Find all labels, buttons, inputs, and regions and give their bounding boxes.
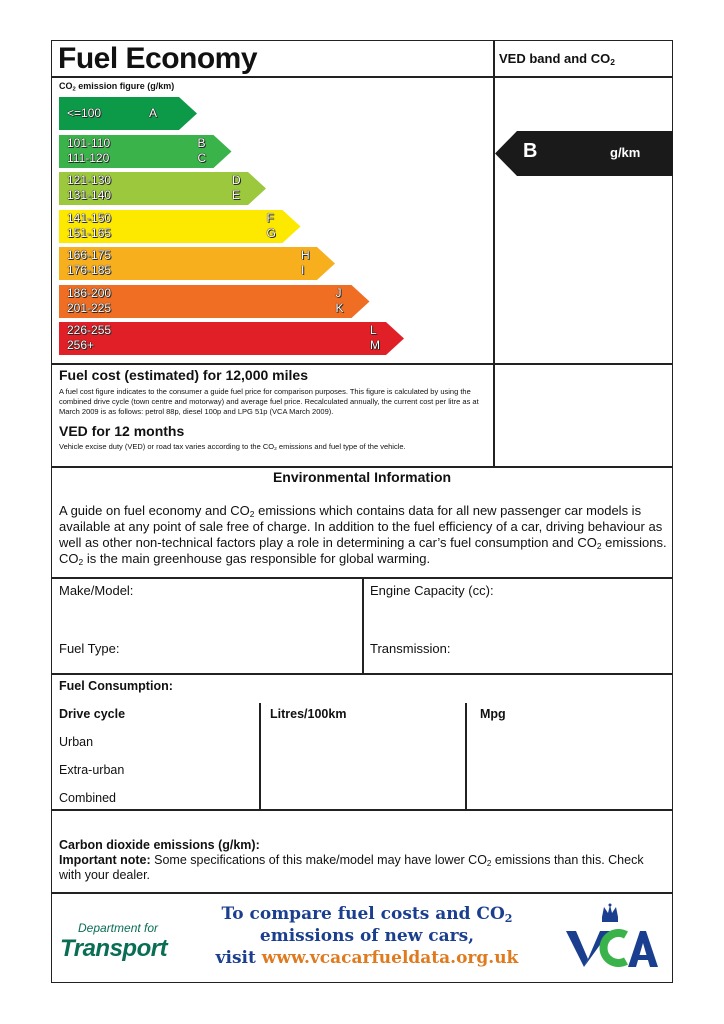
co2-band-jk [59, 285, 370, 318]
environmental-info-text: A guide on fuel economy and $CO_2$ emissions which contains data for all new passenger car models is available at any point of sale free of charge. In addition to the fuel efficiency of a car, driving behaviour as well as other non-technical factors play a role in determining a car’s fuel consumption and $CO_2$ emissions. $CO_2$ is the main greenhouse gas responsible for global warming. [59, 503, 667, 568]
co2-band-lm [59, 322, 404, 355]
fuel-consumption-title: Fuel Consumption: [59, 679, 173, 693]
band-range: 131-140 [67, 188, 112, 202]
band-range: 201-225 [67, 300, 112, 315]
row-extra-urban: Extra-urban [59, 763, 125, 777]
band-range: 111-120 [67, 150, 110, 165]
band-range: <=100 [67, 106, 102, 120]
band-letter: F [266, 210, 274, 225]
fuel-cost-title: Fuel cost (estimated) for 12,000 miles [59, 367, 308, 383]
divider [259, 703, 261, 809]
band-pointer [495, 131, 673, 176]
crown-icon [602, 904, 618, 923]
co2-band-hi [59, 247, 335, 280]
co2-band-a [59, 97, 197, 130]
environmental-info-title: Environmental Information [272, 469, 452, 485]
band-letter: G [266, 225, 276, 240]
band-letter: A [149, 106, 158, 120]
band-range: 186-200 [67, 285, 112, 300]
carbon-title: Carbon dioxide emissions (g/km): [59, 838, 260, 852]
band-letter: D [232, 173, 241, 187]
vca-website-link[interactable]: www.vcacarfueldata.org.uk [261, 948, 519, 968]
divider [52, 466, 672, 468]
band-letter: L [370, 323, 377, 337]
band-range: 256+ [67, 338, 95, 352]
fuel-type-field: Fuel Type: [59, 641, 120, 656]
band-range: 166-175 [67, 248, 112, 262]
band-letter: B [197, 135, 206, 150]
band-letter: K [335, 300, 344, 315]
transmission-field: Transmission: [370, 641, 451, 656]
vca-logo [564, 903, 660, 973]
promo-text: To compare fuel costs and $CO_2$ emissions of new cars, visit www.vcacarfueldata.org.uk [215, 904, 519, 968]
divider [52, 809, 672, 811]
band-letter: J [335, 285, 342, 300]
co2-band-de [59, 172, 266, 205]
ved-12-months-title: VED for 12 months [59, 423, 185, 439]
co2-band-fg [59, 210, 301, 243]
band-range: 101-110 [67, 135, 111, 150]
divider [52, 363, 672, 365]
band-range: 121-130 [67, 173, 112, 187]
band-pointer-letter: B [523, 140, 538, 162]
co2-band-bc [59, 135, 232, 168]
engine-capacity-field: Engine Capacity (cc): [370, 583, 494, 598]
divider [362, 577, 364, 673]
co2-scale-heading: $CO_2$ emission figure (g/km) [59, 81, 175, 93]
divider [493, 41, 495, 466]
page-title: Fuel Economy [58, 42, 258, 75]
fuel-cost-text: A fuel cost figure indicates to the consumer a guide fuel price for comparison purposes. This figure is calculated by using the combined drive cycle (town centre and motorway) and average fuel price. Recalculated annually, the current cost per litre as at March 2009 is as follows: petrol 88p, diesel 100p and LPG 51p (VCA March 2009). [59, 387, 479, 416]
ved-12-months-text: Vehicle excise duty (VED) or road tax varies according to the $CO_2$ emissions and fuel type of the vehicle. [59, 442, 406, 453]
fuel-economy-label: Fuel Economy VED band and $CO_2$ $CO_2$ emission figure (g/km) <=100 A 101-110 111-120 B C 121-130 131-140 D E 141-150 151-165 F G 166-175 176-185 H I 186-200 201-225 J K 226-255 256+ L M B g/km Fuel cost (estimated) for 12,000 miles A fuel cost figure indicates to the consumer a guide fuel price for comparison purposes. This figure is calculated by using the combined drive cycle (town centre and motorway) and average fuel price. Recalculated annually, the current cost per litre as at March 2009 is as follows: petrol 88p, diesel 100p and LPG 51p (VCA March 2009). VED for 12 months Vehicle excise duty (VED) or road tax varies according to the $CO_2$ emissions and fuel type of the vehicle. Environmental Information A guide on fuel economy and $CO_2$ emissions which contains data for all new passenger car models is available at any point of sale free of charge. In addition to the fuel efficiency of a car, driving behaviour as well as other non-technical factors play a role in determining a car’s fuel consumption and $CO_2$ emissions. $CO_2$ is the main greenhouse gas responsible for global warming. Make/Model: Engine Capacity (cc): Fuel Type: Transmission: Fuel Consumption: Drive cycle Litres/100km Mpg Urban Extra-urban Combined Carbon dioxide emissions (g/km): Important note: Some specifications of this make/model may have lower $CO_2$ emissions than this. Check with your dealer. Department for Transport To compare fuel costs and $CO_2$ emissions of new cars, visit www.vcacarfueldata.org.uk [51, 40, 673, 983]
divider [52, 673, 672, 675]
band-range: 226-255 [67, 323, 112, 337]
carbon-emissions-section [59, 838, 659, 883]
band-range: 151-165 [67, 225, 112, 240]
important-note: Important note: Some specifications of this make/model may have lower $CO_2$ emissions than this. Check with your dealer. [59, 853, 644, 882]
divider [52, 76, 672, 78]
band-range: 176-185 [67, 263, 112, 277]
pointer-arrow-icon [495, 131, 673, 176]
make-model-field: Make/Model: [59, 583, 134, 598]
col-header-drive-cycle: Drive cycle [59, 707, 126, 721]
band-letter: E [232, 188, 241, 202]
band-letter: I [301, 263, 305, 277]
band-letter: C [197, 150, 207, 165]
divider [52, 892, 672, 894]
row-combined: Combined [59, 791, 116, 805]
col-header-litres: Litres/100km [270, 707, 347, 721]
band-letter: M [370, 338, 380, 352]
band-range: 141-150 [67, 210, 112, 225]
col-header-mpg: Mpg [480, 707, 506, 721]
band-letter: H [301, 248, 310, 262]
ved-band-heading: VED band and $CO_2$ [499, 51, 615, 68]
band-pointer-unit: g/km [610, 145, 641, 160]
row-urban: Urban [59, 735, 94, 749]
divider [465, 703, 467, 809]
